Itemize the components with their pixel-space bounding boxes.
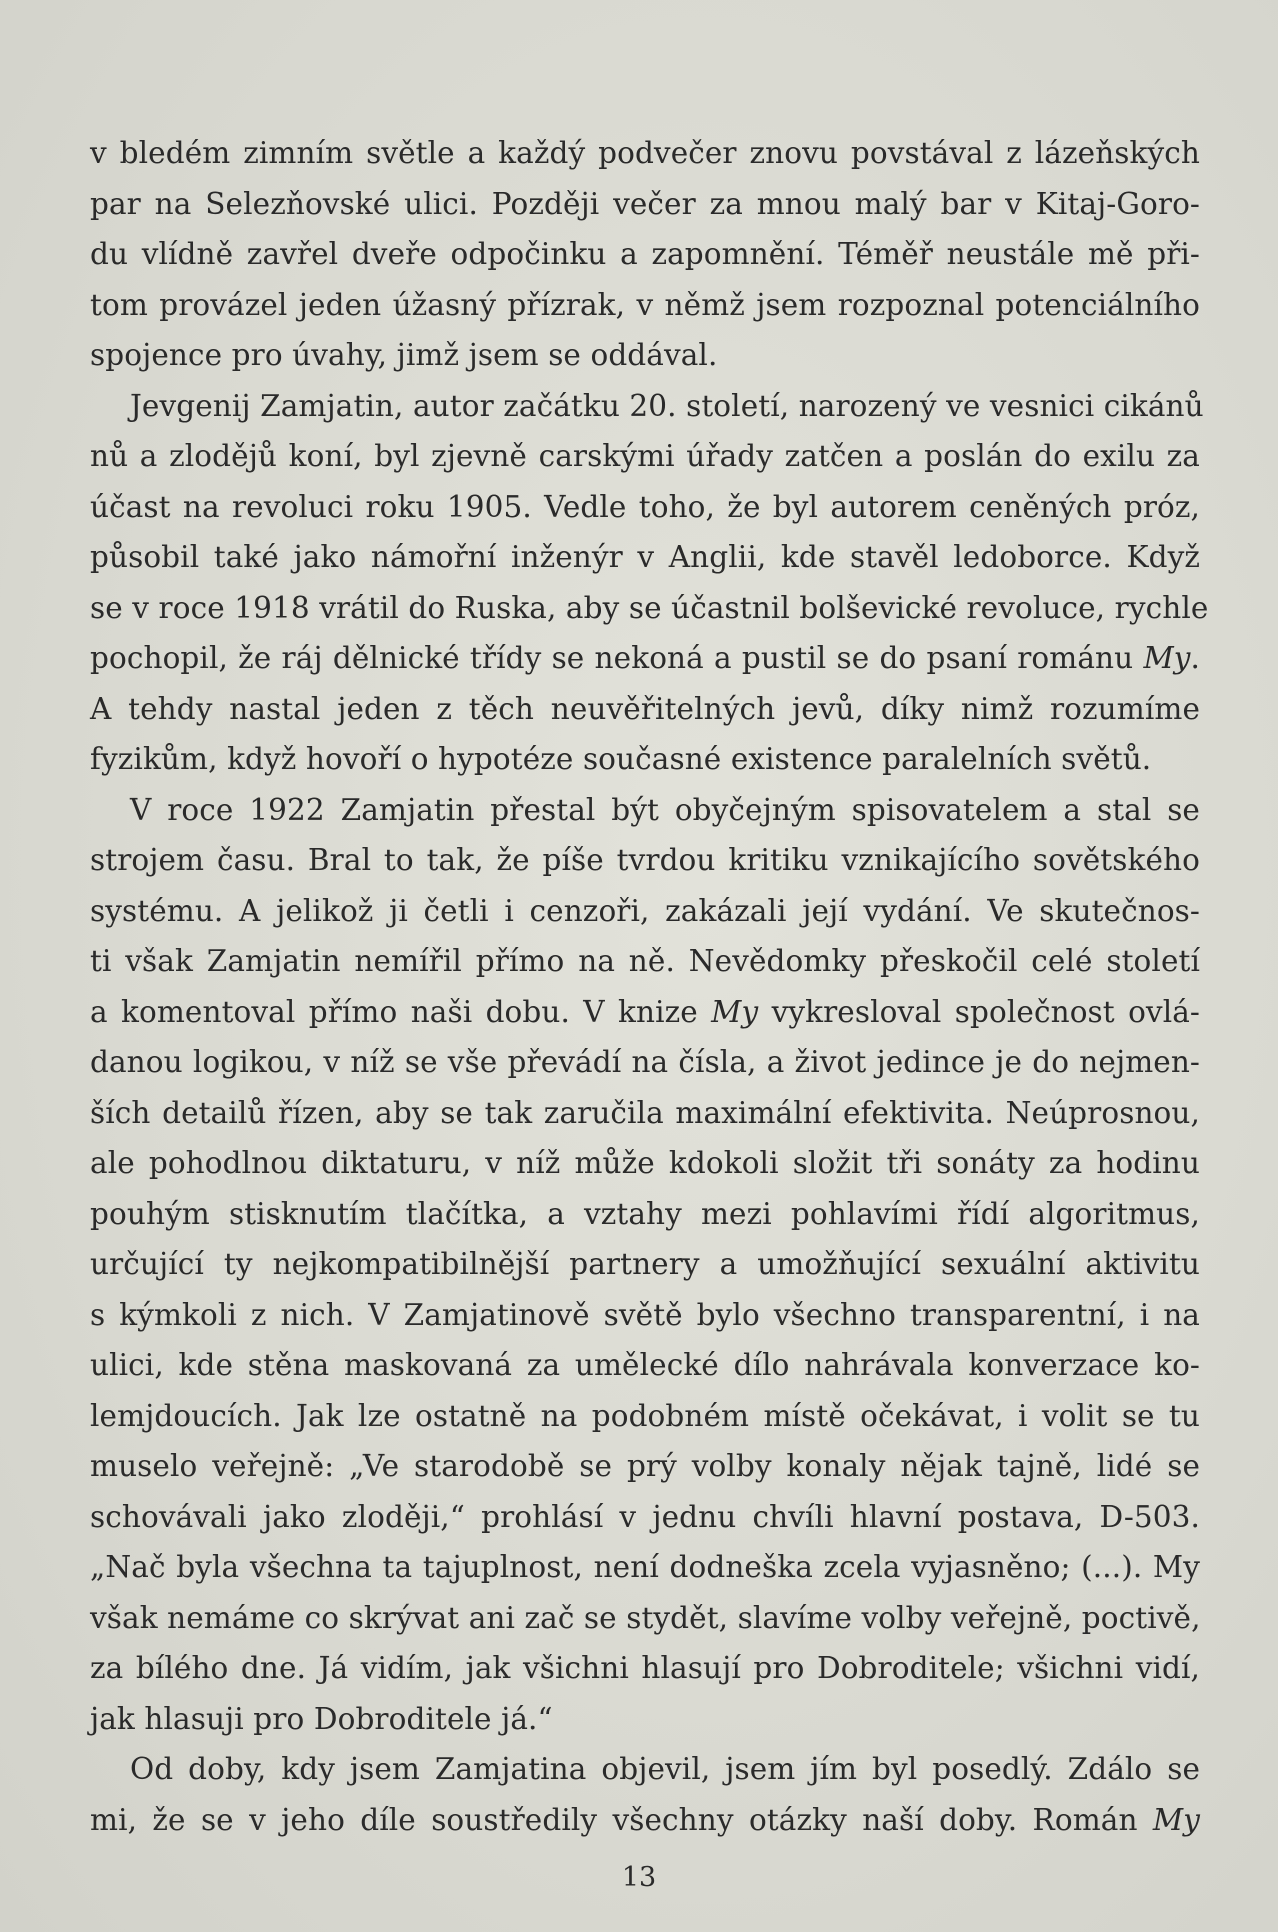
text-line: s kýmkoli z nich. V Zamjatinově světě bylo všechno transparentní, i na [90, 1297, 1200, 1332]
text-line: lemjdoucích. Jak lze ostatně na podobném místě očekávat, i volit se tu [90, 1398, 1200, 1433]
text-line: nů a zlodějů koní, byl zjevně carskými úřady zatčen a poslán do exilu za [90, 439, 1200, 473]
text-line: fyzikům, když hovoří o hypotéze současné existence paralelních světů. [90, 742, 1152, 776]
text-line [90, 1795, 1200, 1846]
text-line: jak hlasuji pro Dobroditele já.“ [90, 1701, 553, 1736]
text-line: se v roce 1918 vrátil do Ruska, aby se účastnil bolševické revoluce, rychle [90, 590, 1209, 625]
text-line: schovávali jako zloději,“ prohlásí v jednu chvíli hlavní postava, D-503. [90, 1499, 1200, 1534]
text-line: ulici, kde stěna maskovaná za umělecké dílo nahrávala konverzace ko- [90, 1348, 1200, 1382]
text-line [90, 633, 1200, 684]
text-line: v bledém zimním světle a každý podvečer znovu povstával z lázeňských [90, 136, 1200, 170]
text-line: za bílého dne. Já vidím, jak všichni hlasují pro Dobroditele; všichni vidí, [90, 1651, 1200, 1685]
text-line: du vlídně zavřel dveře odpočinku a zapomnění. Téměř neustále mě při- [90, 237, 1200, 271]
text-line-start: pochopil, že ráj dělnické třídy se nekoná a pustil se do psaní románu [90, 641, 1144, 675]
book-title-italic: My [1152, 1802, 1200, 1837]
text-line: účast na revoluci roku 1905. Vedle toho, že byl autorem ceněných próz, [90, 489, 1200, 524]
text-line: A tehdy nastal jeden z těch neuvěřitelných jevů, díky nimž rozumíme [90, 691, 1200, 726]
text-line: „Nač byla všechna ta tajuplnost, není dodneška zcela vyjasněno; (...). My [90, 1550, 1200, 1584]
text-line-start: mi, že se v jeho díle soustředily všechny otázky naší doby. Román [90, 1802, 1153, 1837]
text-line-end: vykresloval společnost ovlá- [758, 994, 1200, 1029]
text-line: danou logikou, v níž se vše převádí na čísla, a život jedince je do nejmen- [90, 1045, 1200, 1079]
text-line: ti však Zamjatin nemířil přímo na ně. Nevědomky přeskočil celé století [90, 944, 1200, 978]
book-title-italic: My [1143, 641, 1191, 675]
text-line: určující ty nejkompatibilnější partnery a umožňující sexuální aktivitu [90, 1247, 1200, 1281]
text-line-start: a komentoval přímo naši dobu. V knize [90, 994, 712, 1029]
text-line: strojem času. Bral to tak, že píše tvrdou kritiku vznikajícího sovětského [90, 843, 1200, 877]
text-line: systému. A jelikož ji četli i cenzoři, zakázali její vydání. Ve skutečnos- [90, 893, 1200, 928]
book-title-italic: My [711, 994, 759, 1029]
page-number: 13 [621, 1862, 657, 1893]
text-line-end: . [1190, 641, 1200, 675]
text-line: ších detailů řízen, aby se tak zaručila maximální efektivita. Neúprosnou, [90, 1095, 1200, 1130]
text-line: spojence pro úvahy, jimž jsem se oddával. [90, 338, 718, 372]
text-line: V roce 1922 Zamjatin přestal být obyčejným spisovatelem a stal se [130, 792, 1200, 827]
text-line: tom provázel jeden úžasný přízrak, v němž jsem rozpoznal potenciálního [90, 287, 1200, 322]
text-line: ale pohodlnou diktaturu, v níž může kdokoli složit tři sonáty za hodinu [90, 1146, 1200, 1180]
text-line: Od doby, kdy jsem Zamjatina objevil, jsem jím byl posedlý. Zdálo se [130, 1752, 1200, 1786]
text-line: Jevgenij Zamjatin, autor začátku 20. století, narozený ve vesnici cikánů [130, 388, 1204, 423]
text-line [90, 987, 1200, 1038]
text-line: však nemáme co skrývat ani zač se stydět, slavíme volby veřejně, poctivě, [90, 1600, 1201, 1635]
text-line: par na Selezňovské ulici. Později večer za mnou malý bar v Kitaj-Goro- [90, 186, 1200, 221]
page-text-block [90, 128, 1209, 1845]
text-line: muselo veřejně: „Ve starodobě se prý volby konaly nějak tajně, lidé se [90, 1449, 1200, 1483]
text-line: působil také jako námořní inženýr v Anglii, kde stavěl ledoborce. Když [90, 540, 1200, 574]
text-line: pouhým stisknutím tlačítka, a vztahy mezi pohlavími řídí algoritmus, [90, 1196, 1200, 1231]
